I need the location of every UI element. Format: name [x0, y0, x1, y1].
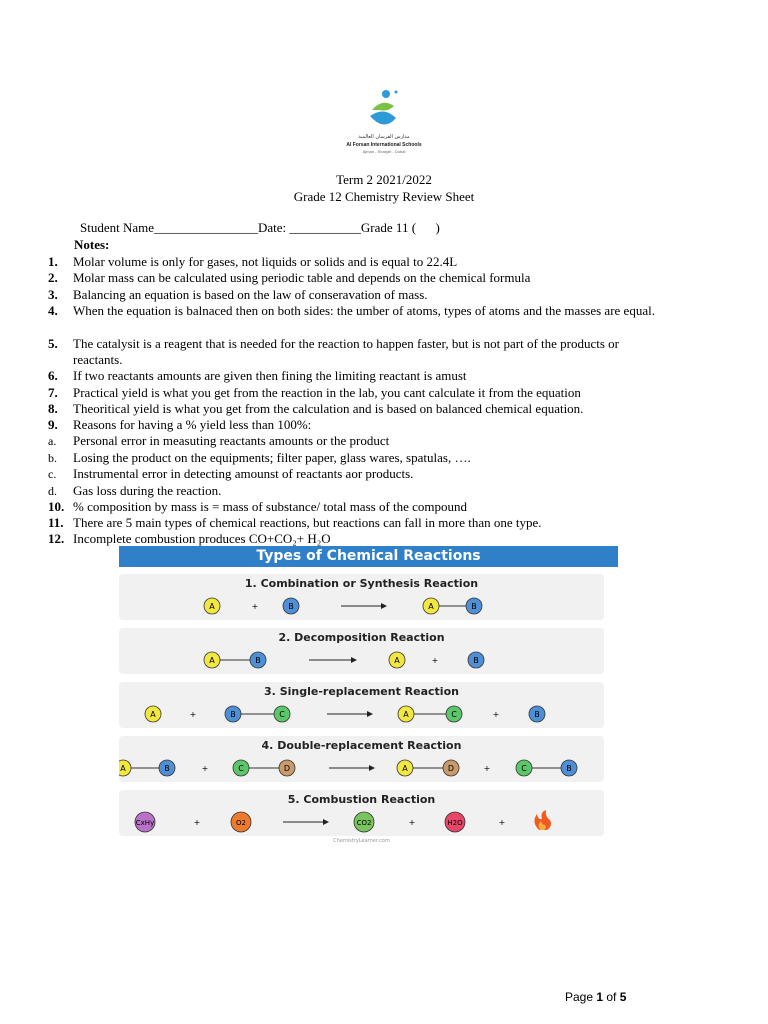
note-text: Reasons for having a % yield less than 100%:	[73, 417, 312, 432]
note-number: 11.	[48, 515, 64, 530]
note-text: Losing the product on the equipments; filter paper, glass wares, spatulas, ….	[73, 450, 471, 465]
note-number: 5.	[48, 336, 58, 351]
note-number: 3.	[48, 287, 58, 302]
note-number: 2.	[48, 270, 58, 285]
svg-text:C: C	[451, 710, 457, 719]
note-text: Molar volume is only for gases, not liquids or solids and is equal to 22.4L	[73, 254, 458, 269]
reaction-title: 2. Decomposition Reaction	[278, 631, 445, 644]
svg-text:A: A	[120, 764, 126, 773]
note-letter: c.	[48, 467, 57, 481]
page-number: 1	[596, 990, 604, 1004]
note-text: The catalysit is a reagent that is needed for the reaction to happen faster, but is not part of the products or reactants.	[73, 336, 620, 367]
reaction-diagram	[119, 700, 604, 728]
school-logo	[336, 88, 432, 160]
note-text: % composition by mass is = mass of substance/ total mass of the compound	[73, 499, 468, 514]
note-text: When the equation is balnaced then on both sides: the umber of atoms, types of atoms and the masses are equal.	[73, 303, 655, 318]
reaction-title: 4. Double-replacement Reaction	[261, 739, 462, 752]
note-number: 12.	[48, 531, 65, 546]
svg-text:+: +	[498, 818, 506, 827]
note-number: 4.	[48, 303, 58, 318]
svg-text:+: +	[408, 818, 416, 827]
note-letter: a.	[48, 434, 57, 448]
reaction-panel-single-replacement	[119, 682, 604, 728]
note-number: 9.	[48, 417, 58, 432]
reaction-types-figure	[119, 546, 618, 850]
svg-text:A: A	[403, 710, 409, 719]
svg-text:B: B	[164, 764, 170, 773]
logo-english-text: Al Forsan International Schools	[346, 142, 422, 148]
note-number: 10.	[48, 499, 65, 514]
svg-text:O2: O2	[236, 819, 246, 827]
svg-text:A: A	[209, 656, 215, 665]
logo-subtitle: Ajman - Sharjah - Dubai	[362, 149, 406, 154]
note-number: 6.	[48, 368, 58, 383]
svg-text:+: +	[492, 710, 500, 719]
svg-text:CxHy: CxHy	[135, 819, 155, 827]
reaction-panel-double-replacement	[119, 736, 604, 782]
figure-banner: Types of Chemical Reactions	[119, 546, 618, 567]
note-number: 7.	[48, 385, 58, 400]
svg-text:B: B	[471, 602, 477, 611]
svg-text:C: C	[279, 710, 285, 719]
reaction-diagram	[119, 754, 604, 782]
note-text: Balancing an equation is based on the law of conseravation of mass.	[73, 287, 428, 302]
page-total: 5	[619, 990, 627, 1004]
svg-text:A: A	[209, 602, 215, 611]
reaction-diagram	[119, 808, 604, 836]
logo-arabic-text: مدارس الفرسان العالمية	[358, 134, 410, 140]
svg-text:A: A	[428, 602, 434, 611]
reaction-panel-combination	[119, 574, 604, 620]
svg-text:+: +	[483, 764, 491, 773]
note-text: Gas loss during the reaction.	[73, 483, 222, 498]
reaction-title: 3. Single-replacement Reaction	[264, 685, 459, 698]
reaction-panel-combustion	[119, 790, 604, 836]
note-letter: b.	[48, 451, 57, 465]
page-word: Page	[565, 990, 597, 1004]
svg-text:D: D	[447, 764, 455, 773]
note-number: 1.	[48, 254, 58, 269]
svg-text:+: +	[431, 656, 439, 665]
note-text: There are 5 main types of chemical reactions, but reactions can fall in more than one type.	[73, 515, 542, 530]
svg-text:B: B	[566, 764, 572, 773]
svg-text:B: B	[534, 710, 540, 719]
notes-label: Notes:	[74, 237, 110, 252]
student-info-line: Student Name________________Date: ___________Grade 11 ( )	[80, 220, 440, 235]
note-letter: d.	[48, 484, 57, 498]
svg-text:+: +	[251, 602, 259, 611]
note-text: Incomplete combustion produces CO+CO₂+ H₂O	[73, 531, 331, 546]
page-footer	[565, 990, 626, 1004]
note-number: 8.	[48, 401, 58, 416]
logo-mark-icon	[366, 88, 402, 134]
svg-text:+: +	[189, 710, 197, 719]
svg-text:C: C	[238, 764, 244, 773]
term-heading: Term 2 2021/2022	[336, 172, 432, 187]
svg-text:D: D	[283, 764, 291, 773]
svg-text:B: B	[255, 656, 261, 665]
svg-text:B: B	[230, 710, 236, 719]
note-text: Molar mass can be calculated using periodic table and depends on the chemical formula	[73, 270, 531, 285]
svg-text:A: A	[402, 764, 408, 773]
of-word: of	[603, 990, 620, 1004]
svg-text:+: +	[201, 764, 209, 773]
figure-credit: ChemistryLearner.com	[333, 838, 390, 844]
reaction-title: 1. Combination or Synthesis Reaction	[244, 577, 479, 590]
reaction-diagram	[119, 646, 604, 674]
sheet-title: Grade 12 Chemistry Review Sheet	[293, 189, 475, 204]
note-text: Personal error in measuting reactants amounts or the product	[73, 433, 390, 448]
note-text: If two reactants amounts are given then fining the limiting reactant is amust	[73, 368, 467, 383]
svg-text:CO2: CO2	[356, 819, 372, 827]
reaction-panel-decomposition	[119, 628, 604, 674]
svg-text:A: A	[394, 656, 400, 665]
note-text: Practical yield is what you get from the reaction in the lab, you cant calculate it from the equation	[73, 385, 581, 400]
fire-icon	[534, 810, 551, 830]
note-text: Theoritical yield is what you get from the calculation and is based on balanced chemical equation.	[73, 401, 584, 416]
svg-text:H2O: H2O	[447, 819, 463, 827]
svg-text:B: B	[473, 656, 479, 665]
svg-text:A: A	[150, 710, 156, 719]
reaction-diagram	[119, 592, 604, 620]
svg-text:C: C	[521, 764, 527, 773]
reaction-title: 5. Combustion Reaction	[287, 793, 436, 806]
note-text: Instrumental error in detecting amounst of reactants aor products.	[73, 466, 414, 481]
svg-text:+: +	[193, 818, 201, 827]
svg-text:B: B	[288, 602, 294, 611]
